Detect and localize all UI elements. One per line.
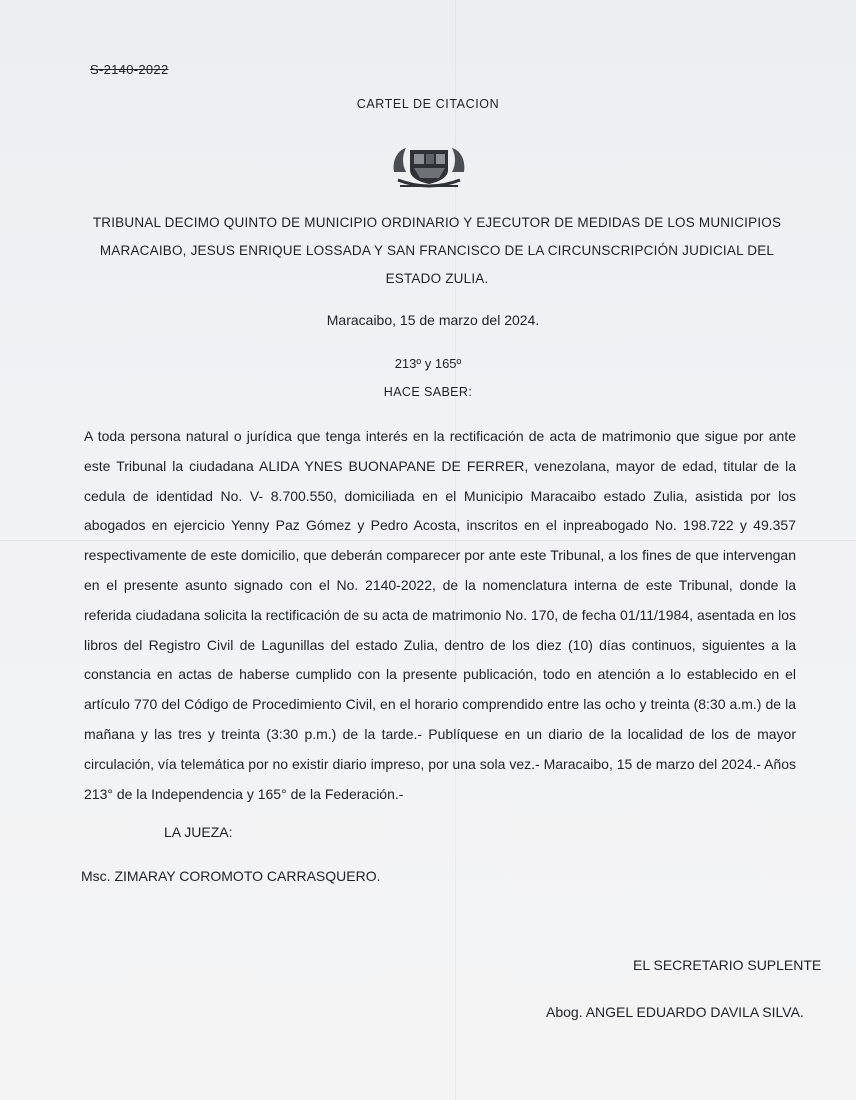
document-heading: CARTEL DE CITACION: [356, 97, 500, 111]
secretary-name: Abog. ANGEL EDUARDO DAVILA SILVA.: [546, 1004, 804, 1020]
notice-heading: HACE SABER:: [383, 385, 473, 399]
secretary-label: EL SECRETARIO SUPLENTE: [633, 957, 822, 973]
judge-label: LA JUEZA:: [164, 824, 233, 840]
judge-name: Msc. ZIMARAY COROMOTO CARRASQUERO.: [81, 868, 381, 884]
case-number: S-2140-2022: [90, 62, 169, 77]
coat-of-arms-seal-icon: [390, 142, 468, 190]
years-line: 213º y 165º: [394, 356, 462, 371]
court-name: TRIBUNAL DECIMO QUINTO DE MUNICIPIO ORDINARIO Y EJECUTOR DE MEDIDAS DE LOS MUNICIPIOS MARACAIBO, JESUS ENRIQUE LOSSADA Y SAN FRANCISCO DE LA CIRCUNSCRIPCIÓN JUDICIAL DEL ESTADO ZULIA.: [92, 215, 782, 286]
date-line: Maracaibo, 15 de marzo del 2024.: [326, 312, 540, 328]
notice-body: A toda persona natural o jurídica que tenga interés en la rectificación de acta de matrimonio que sigue por ante este Tribunal la ciudadana ALIDA YNES BUONAPANE DE FERRER, venezolana, mayor de edad, titular de la cedula de identidad No. V- 8.700.550, domiciliada en el Municipio Maracaibo estado Zulia, asistida por los abogados en ejercicio Yenny Paz Gómez y Pedro Acosta, inscritos en el inpreabogado No. 198.722 y 49.357 respectivamente de este domicilio, que deberán comparecer por ante este Tribunal, a los fines de que intervengan en el presente asunto signado con el No. 2140-2022, de la nomenclatura interna de este Tribunal, donde la referida ciudadana solicita la rectificación de su acta de matrimonio No. 170, de fecha 01/11/1984, asentada en los libros del Registro Civil de Lagunillas del estado Zulia, dentro de los diez (10) días continuos, siguientes a la constancia en actas de haberse cumplido con la presente publicación, todo en atención a lo establecido en el artículo 770 del Código de Procedimiento Civil, en el horario comprendido entre las ocho y treinta (8:30 a.m.) de la mañana y las tres y treinta (3:30 p.m.) de la tarde.- Publíquese en un diario de la localidad de los de mayor circulación, vía telemática por no existir diario impreso, por una sola vez.- Maracaibo, 15 de marzo del 2024.- Años 213° de la Independencia y 165° de la Federación.-: [84, 428, 796, 802]
